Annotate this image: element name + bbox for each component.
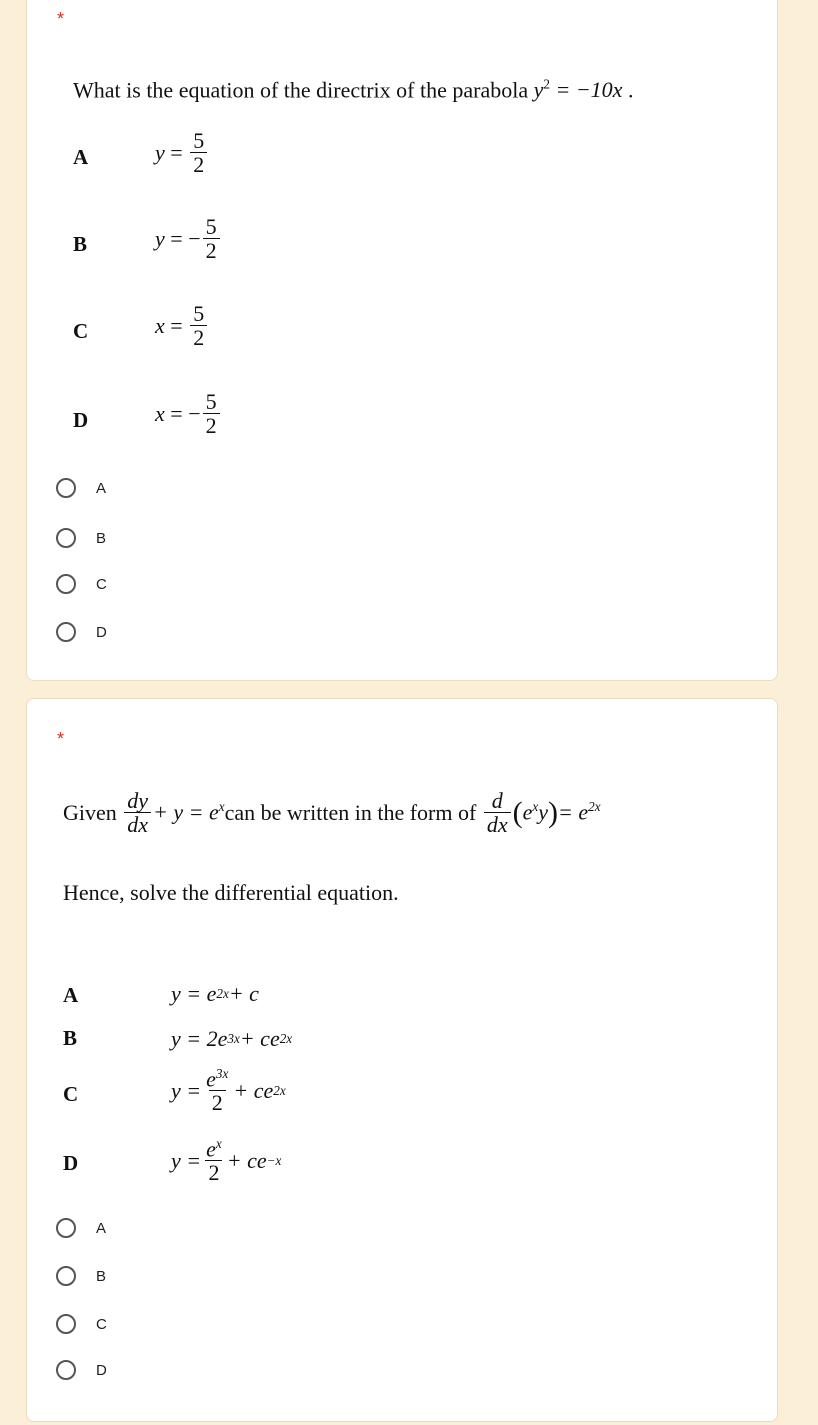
option-letter: C	[73, 319, 89, 343]
radio-option-b[interactable]: B	[56, 1266, 106, 1286]
option-letter: C	[63, 1082, 79, 1106]
radio-option-a[interactable]: A	[56, 1218, 106, 1238]
option-b-math: y = − $\frac{5}{2}$	[155, 215, 222, 262]
option-letter: D	[63, 1151, 79, 1175]
radio-option-d[interactable]: D	[56, 622, 107, 642]
option-d-math: x = − $\frac{5}{2}$	[155, 390, 222, 437]
question-1-text: What is the equation of the directrix of the parabola $y^2 = -10x$ .	[73, 77, 634, 103]
radio-option-a[interactable]: A	[56, 478, 106, 498]
required-marker: *	[57, 9, 65, 29]
option-c-math: x = $\frac{5}{2}$	[155, 302, 209, 349]
radio-circle[interactable]	[56, 478, 76, 498]
option-b-math: y = 2e 3x + ce 2x	[171, 1026, 293, 1051]
radio-circle[interactable]	[56, 1266, 76, 1286]
radio-option-d[interactable]: D	[56, 1360, 107, 1380]
option-c-math: y = $\frac{e^{3x}}{2}$ + ce 2x	[171, 1066, 286, 1116]
radio-circle[interactable]	[56, 528, 76, 548]
question-2-instruction: Hence, solve the differential equation.	[63, 880, 399, 905]
question-card-2	[26, 698, 778, 1422]
radio-circle[interactable]	[56, 1218, 76, 1238]
radio-circle[interactable]	[56, 1314, 76, 1334]
option-a-math: y = $\frac{5}{2}$	[155, 129, 209, 176]
question-card-1	[26, 0, 778, 681]
option-letter: A	[73, 145, 89, 169]
option-letter: B	[73, 232, 88, 256]
option-a-math: y = e 2x + c	[171, 981, 259, 1006]
question-2-text: Given $\frac{dy}{dx}$ + $y = e^x$ can be written in the form of $\frac{d}{dx}$ ( $e^xy$ ) = $e^{2x}$	[63, 788, 601, 838]
radio-option-c[interactable]: C	[56, 574, 107, 594]
option-d-math: y = $\frac{e^x}{2}$ + ce −x	[171, 1136, 282, 1186]
radio-circle[interactable]	[56, 1360, 76, 1380]
radio-circle[interactable]	[56, 574, 76, 594]
radio-option-b[interactable]: B	[56, 528, 106, 548]
option-letter: B	[63, 1026, 78, 1050]
option-letter: D	[73, 408, 89, 432]
required-marker: *	[57, 729, 65, 749]
option-letter: A	[63, 983, 79, 1007]
radio-option-c[interactable]: C	[56, 1314, 107, 1334]
radio-circle[interactable]	[56, 622, 76, 642]
